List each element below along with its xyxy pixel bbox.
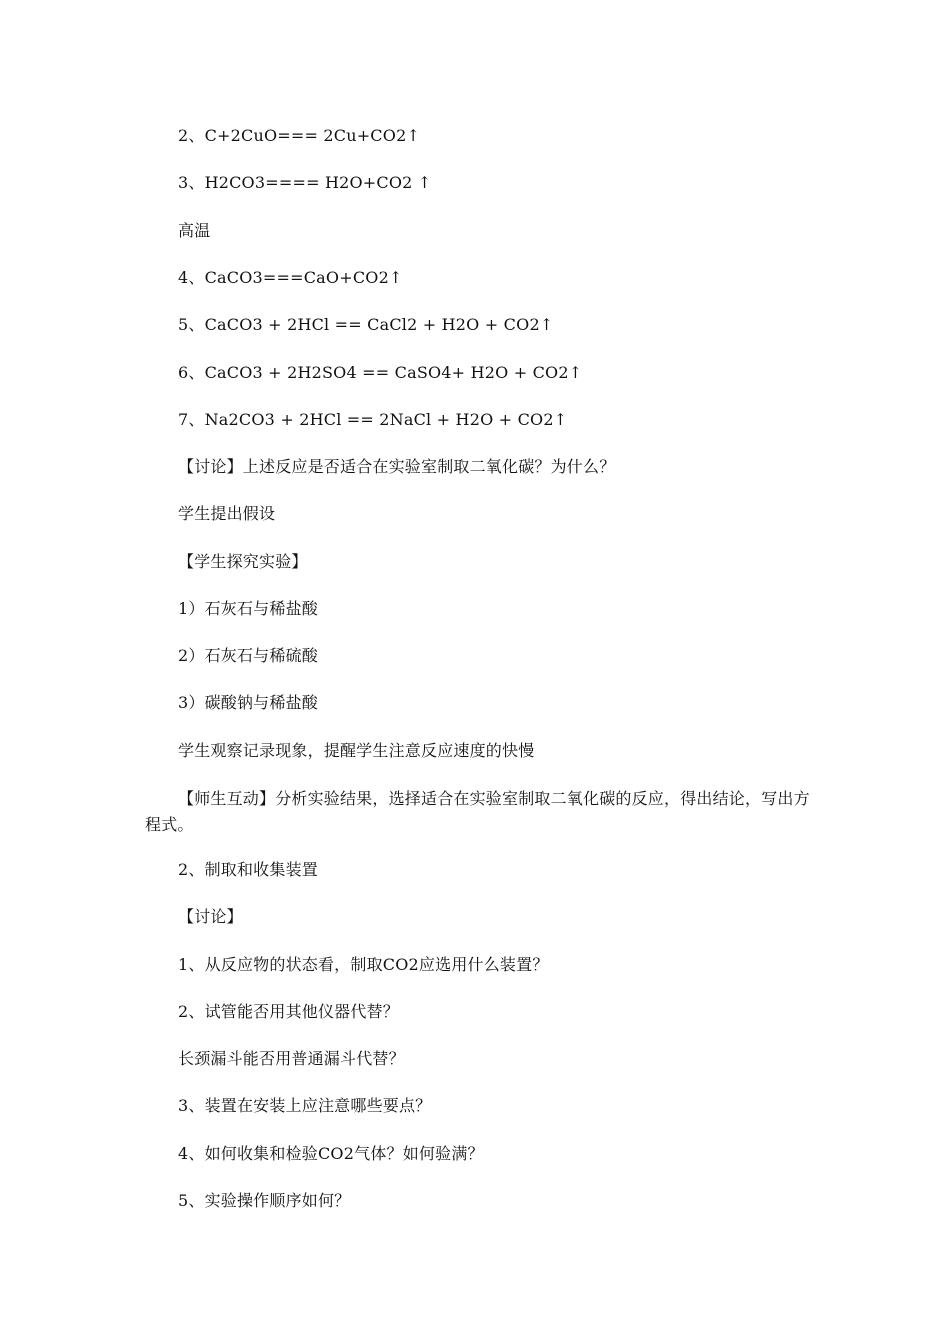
equation-line-2: 2、C+2CuO=== 2Cu+CO2↑ bbox=[178, 126, 421, 145]
equation-line-3: 3、H2CO3==== H2O+CO2 ↑ bbox=[178, 173, 432, 192]
discussion-item-1: 1、从反应物的状态看，制取CO2应选用什么装置？ bbox=[178, 955, 549, 974]
equation-line-7: 7、Na2CO3 + 2HCl == 2NaCl + H2O + CO2↑ bbox=[178, 410, 568, 429]
experiment-item-1: 1）石灰石与稀盐酸 bbox=[178, 599, 318, 618]
discussion-item-4: 4、如何收集和检验CO2气体？如何验满？ bbox=[178, 1144, 484, 1163]
student-experiment-heading: 【学生探究实验】 bbox=[178, 552, 308, 571]
equation-line-5: 5、CaCO3 + 2HCl == CaCl2 + H2O + CO2↑ bbox=[178, 315, 554, 334]
interaction-paragraph: 【师生互动】分析实验结果，选择适合在实验室制取二氧化碳的反应，得出结论，写出方程式。 bbox=[145, 789, 810, 834]
observation-note: 学生观察记录现象，提醒学生注意反应速度的快慢 bbox=[178, 741, 535, 760]
discussion-question: 【讨论】上述反应是否适合在实验室制取二氧化碳？为什么？ bbox=[178, 457, 616, 476]
discussion-heading: 【讨论】 bbox=[178, 907, 243, 926]
apparatus-heading: 2、制取和收集装置 bbox=[178, 860, 318, 879]
student-hypothesis: 学生提出假设 bbox=[178, 504, 276, 523]
discussion-item-2: 2、试管能否用其他仪器代替？ bbox=[178, 1002, 399, 1021]
discussion-item-2b: 长颈漏斗能否用普通漏斗代替？ bbox=[178, 1049, 405, 1068]
high-temperature-label: 高温 bbox=[178, 221, 211, 240]
discussion-item-5: 5、实验操作顺序如何？ bbox=[178, 1191, 351, 1210]
equation-line-4: 4、CaCO3===CaO+CO2↑ bbox=[178, 268, 403, 287]
experiment-item-3: 3）碳酸钠与稀盐酸 bbox=[178, 693, 318, 712]
experiment-item-2: 2）石灰石与稀硫酸 bbox=[178, 646, 318, 665]
discussion-item-3: 3、装置在安装上应注意哪些要点？ bbox=[178, 1096, 432, 1115]
equation-line-6: 6、CaCO3 + 2H2SO4 == CaSO4+ H2O + CO2↑ bbox=[178, 363, 583, 382]
